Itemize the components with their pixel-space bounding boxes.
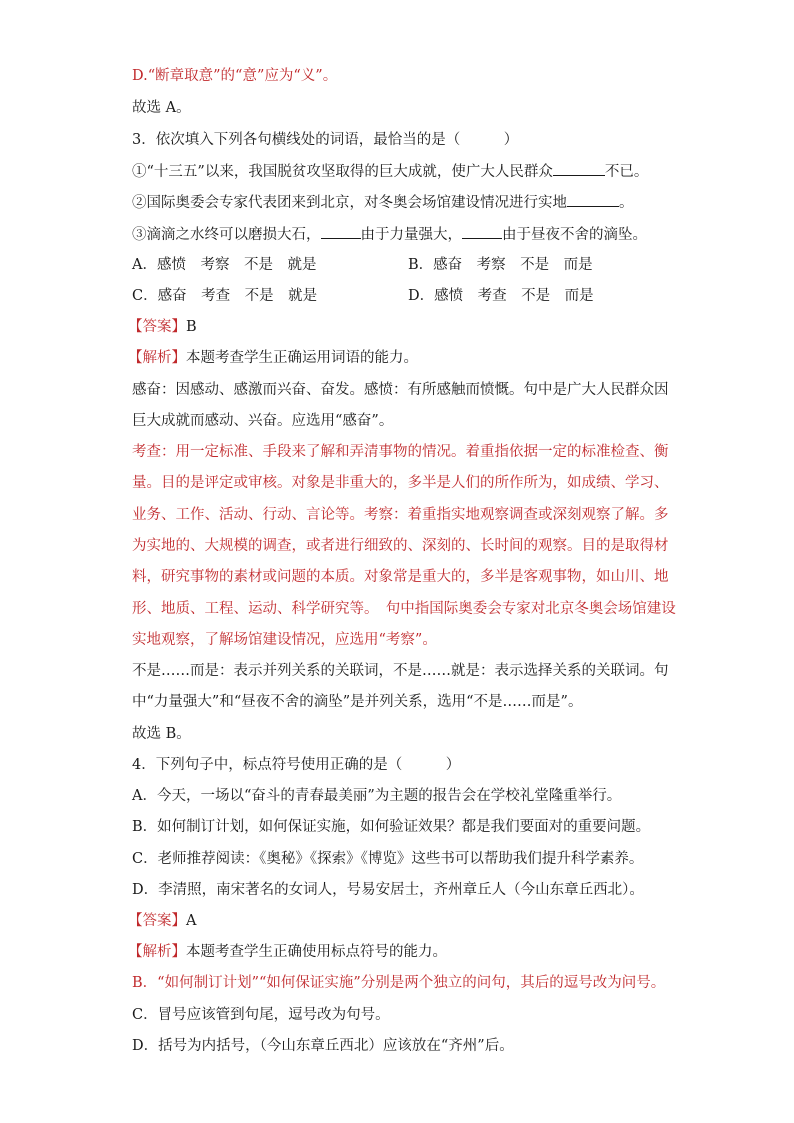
fill-blank <box>567 192 619 207</box>
text-segment: 由于昼夜不舍的滴坠。 <box>502 227 647 243</box>
fill-blank <box>553 161 605 176</box>
options-row <box>132 255 662 275</box>
fill-blank <box>321 224 361 239</box>
text-line: 为实地的、大规模的调查，或者进行细致的、深刻的、长时间的观察。目的是取得材 <box>132 538 669 554</box>
text-line: 量。目的是评定或审核。对象是非重大的，多半是人们的所作所为，如成绩、学习、 <box>132 475 669 491</box>
analysis-tag: 【解析】 <box>128 350 186 366</box>
option-b: B．感奋 考察 不是 而是 <box>408 257 593 273</box>
text-line: 巨大成就而感动、兴奋。应选用“感奋”。 <box>132 413 394 429</box>
option-d: D．李清照，南宋著名的女词人，号易安居士，齐州章丘人（今山东章丘西北）。 <box>132 882 644 898</box>
option-c: C．感奋 考查 不是 就是 <box>132 288 318 304</box>
text-segment: ③滴滴之水终可以磨损大石， <box>132 227 321 243</box>
text-line: 形、地质、工程、运动、科学研究等。 句中指国际奥委会专家对北京冬奥会场馆建设 <box>132 601 676 617</box>
options-row <box>132 286 662 306</box>
answer-line <box>128 911 196 931</box>
text-line: 中“力量强大”和“昼夜不舍的滴坠”是并列关系，选用“不是……而是”。 <box>132 694 583 710</box>
text-segment: 。 <box>619 195 634 211</box>
text-line: 实地观察，了解场馆建设情况，应选用“考察”。 <box>132 632 437 648</box>
question-3-sentence-2 <box>132 192 634 213</box>
text-segment: ①“十三五”以来，我国脱贫攻坚取得的巨大成就，使广大人民群众 <box>132 164 553 180</box>
text-line: 不是……而是：表示并列关系的关联词，不是……就是：表示选择关系的关联词。句 <box>132 663 669 679</box>
answer-line <box>128 317 197 337</box>
answer-tag: 【答案】 <box>128 319 186 335</box>
text-line: B．“如何制订计划”“如何保证实施”分别是两个独立的问句，其后的逗号改为问号。 <box>132 975 666 991</box>
option-b: B．如何制订计划，如何保证实施，如何验证效果？都是我们要面对的重要问题。 <box>132 819 651 835</box>
question-3-stem: 3．依次填入下列各句横线处的词语，最恰当的是（ ） <box>132 132 519 148</box>
text-line: 考查：用一定标准、手段来了解和弄清事物的情况。着重指依据一定的标准检查、衡 <box>132 444 669 460</box>
fill-blank <box>462 224 502 239</box>
text-line: 业务、工作、活动、行动、言论等。考察：着重指实地观察调查或深刻观察了解。多 <box>132 507 669 523</box>
answer-tag: 【答案】 <box>128 913 186 929</box>
option-d: D．感愤 考查 不是 而是 <box>408 288 594 304</box>
text-line: D.“断章取意”的“意”应为“义”。 <box>132 68 338 84</box>
text-line: C．冒号应该管到句尾，逗号改为句号。 <box>132 1007 390 1023</box>
text-segment: ②国际奥委会专家代表团来到北京，对冬奥会场馆建设情况进行实地 <box>132 195 567 211</box>
text-line: 感奋：因感动、感激而兴奋、奋发。感愤：有所感触而愤慨。句中是广大人民群众因 <box>132 382 669 398</box>
question-3-sentence-3 <box>132 224 647 245</box>
text-line: 故选 B。 <box>132 726 191 742</box>
question-3-sentence-1 <box>132 161 648 182</box>
text-segment: 由于力量强大， <box>360 227 462 243</box>
text-line: 料，研究事物的素材或问题的本质。对象常是重大的，多半是客观事物，如山川、地 <box>132 569 669 585</box>
analysis-text: 本题考查学生正确运用词语的能力。 <box>186 350 418 366</box>
answer-value: A <box>186 913 197 929</box>
option-a: A．感愤 考察 不是 就是 <box>132 257 317 273</box>
option-a: A．今天，一场以“奋斗的青春最美丽”为主题的报告会在学校礼堂隆重举行。 <box>132 788 622 804</box>
text-segment: 不已。 <box>604 164 649 180</box>
analysis-line <box>128 942 447 962</box>
question-4-stem: 4．下列句子中，标点符号使用正确的是（ ） <box>132 757 461 773</box>
option-c: C．老师推荐阅读：《奥秘》《探索》《博览》这些书可以帮助我们提升科学素养。 <box>132 851 644 867</box>
answer-value: B <box>186 319 197 335</box>
analysis-tag: 【解析】 <box>128 944 186 960</box>
analysis-line <box>128 348 418 368</box>
text-line: 故选 A。 <box>132 100 191 116</box>
analysis-text: 本题考查学生正确使用标点符号的能力。 <box>186 944 447 960</box>
text-line: D．括号为内括号，（今山东章丘西北）应该放在“齐州”后。 <box>132 1038 514 1054</box>
